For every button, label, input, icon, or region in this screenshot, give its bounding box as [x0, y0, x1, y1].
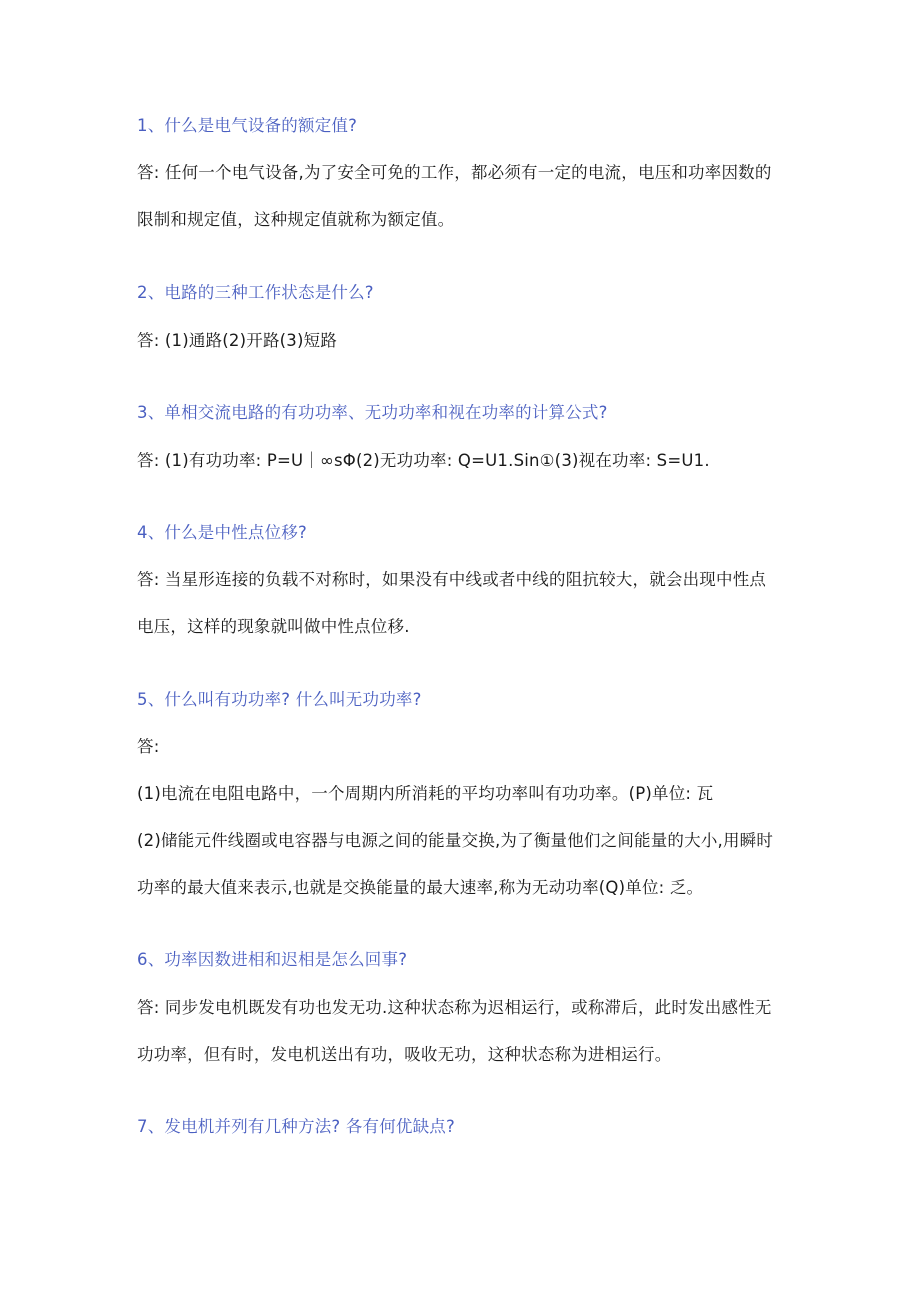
- answer-5-line-2: (1)电流在电阻电路中，一个周期内所消耗的平均功率叫有功功率。(P)单位: 瓦: [137, 784, 714, 803]
- question-4: 4、什么是中性点位移?: [137, 523, 307, 542]
- answer-1-line-1: 答: 任何一个电气设备,为了安全可免的工作，都必须有一定的电流，电压和功率因数的: [137, 163, 772, 182]
- question-3: 3、单相交流电路的有功功率、无功功率和视在功率的计算公式?: [137, 403, 608, 422]
- question-5: 5、什么叫有功功率? 什么叫无功功率?: [137, 690, 422, 709]
- question-2: 2、电路的三种工作状态是什么?: [137, 283, 374, 302]
- answer-4-line-1: 答: 当星形连接的负载不对称时，如果没有中线或者中线的阻抗较大，就会出现中性点: [137, 570, 767, 589]
- answer-6-line-1: 答: 同步发电机既发有功也发无功.这种状态称为迟相运行，或称滞后，此时发出感性无: [137, 998, 772, 1017]
- answer-5-line-1: 答:: [137, 737, 160, 756]
- answer-1-line-2: 限制和规定值，这种规定值就称为额定值。: [137, 210, 455, 229]
- question-6: 6、功率因数进相和迟相是怎么回事?: [137, 950, 408, 969]
- question-1: 1、什么是电气设备的额定值?: [137, 116, 358, 135]
- question-7: 7、发电机并列有几种方法? 各有何优缺点?: [137, 1117, 455, 1136]
- answer-3-line-1: 答: (1)有功功率: P=U｜∞sΦ(2)无功功率: Q=U1.Sin①(3)视在功率: S=U1.: [137, 451, 710, 470]
- answer-4-line-2: 电压，这样的现象就叫做中性点位移.: [137, 617, 410, 636]
- answer-5-line-3: (2)储能元件线圈或电容器与电源之间的能量交换,为了衡量他们之间能量的大小,用瞬时: [137, 831, 774, 850]
- answer-5-line-4: 功率的最大值来表示,也就是交换能量的最大速率,称为无动功率(Q)单位: 乏。: [137, 878, 704, 897]
- answer-2-line-1: 答: (1)通路(2)开路(3)短路: [137, 331, 338, 350]
- answer-6-line-2: 功功率，但有时，发电机送出有功，吸收无功，这种状态称为进相运行。: [137, 1045, 672, 1064]
